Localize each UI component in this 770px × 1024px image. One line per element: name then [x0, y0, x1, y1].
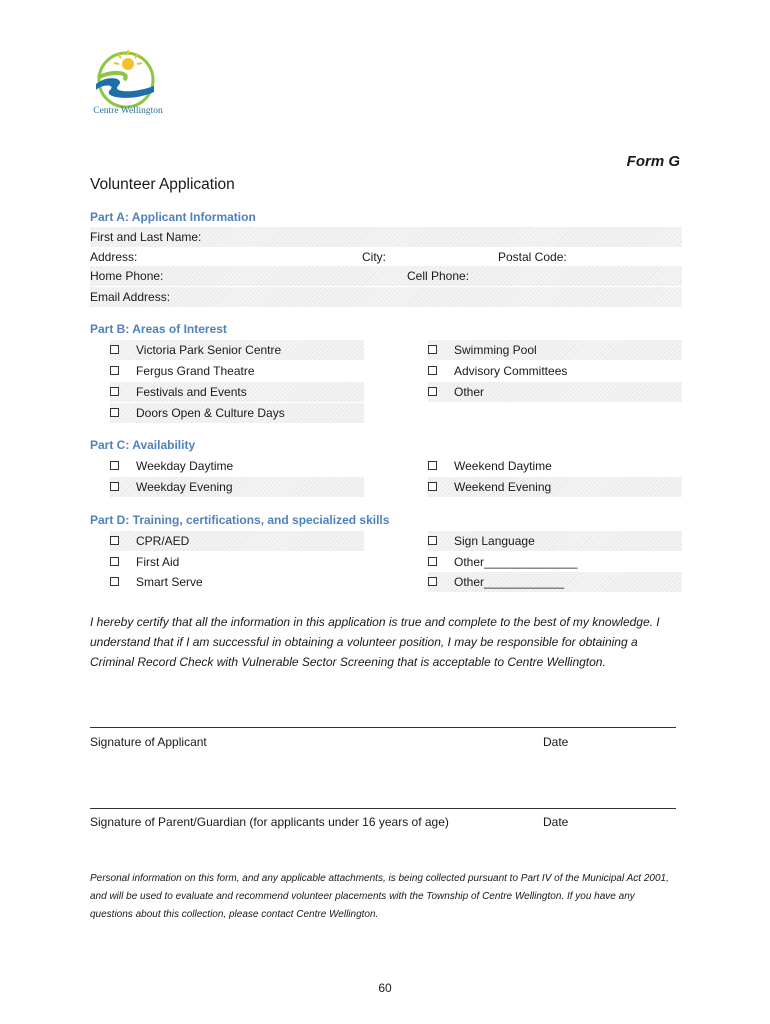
part-b-heading: Part B: Areas of Interest	[90, 322, 227, 336]
form-label: Form G	[626, 153, 680, 170]
home-phone-label: Home Phone:	[90, 269, 164, 283]
checkbox-icon	[110, 482, 119, 491]
checkbox-advisory[interactable]: Advisory Committees	[428, 361, 682, 381]
name-field[interactable]	[90, 227, 682, 247]
checkbox-icon	[110, 345, 119, 354]
address-row[interactable]	[90, 247, 682, 267]
checkbox-icon	[110, 536, 119, 545]
checkbox-festivals[interactable]: Festivals and Events	[110, 382, 364, 402]
checkbox-sign-language[interactable]: Sign Language	[428, 531, 682, 551]
part-d-heading: Part D: Training, certifications, and specialized skills	[90, 513, 390, 527]
checkbox-icon	[110, 461, 119, 470]
certification-statement: I hereby certify that all the information in this application is true and complete to the best of my knowledge. I understand that if I am successful in obtaining a volunteer position, I may be responsible for obtaining a Criminal Record Check with Vulnerable Sector Screening that is acceptable to Centre Wellington.	[90, 615, 660, 669]
address-label: Address:	[90, 250, 138, 264]
checkbox-swimming-pool[interactable]: Swimming Pool	[428, 340, 682, 360]
checkbox-weekend-evening[interactable]: Weekend Evening	[428, 477, 682, 497]
checkbox-smart-serve[interactable]: Smart Serve	[110, 572, 364, 592]
checkbox-icon	[110, 366, 119, 375]
checkbox-weekend-daytime[interactable]: Weekend Daytime	[428, 456, 682, 476]
postal-code-label: Postal Code:	[498, 250, 567, 264]
checkbox-first-aid[interactable]: First Aid	[110, 552, 364, 572]
email-label: Email Address:	[90, 290, 171, 304]
privacy-notice: Personal information on this form, and any applicable attachments, is being collected pursuant to Part IV of the Municipal Act 2001, and will be used to evaluate and recommend volunteer placements with the Township of Centre Wellington. If you have any questions about this collection, please contact Centre Wellington.	[90, 873, 669, 920]
checkbox-icon	[428, 387, 437, 396]
checkbox-icon	[110, 408, 119, 417]
parent-signature-label: Signature of Parent/Guardian (for applicants under 16 years of age)	[90, 815, 449, 829]
checkbox-icon	[110, 577, 119, 586]
checkbox-icon	[428, 366, 437, 375]
checkbox-icon	[428, 461, 437, 470]
checkbox-icon	[428, 557, 437, 566]
logo-text: Centre Wellington	[93, 106, 163, 116]
page-title: Volunteer Application	[90, 176, 235, 193]
part-a-heading: Part A: Applicant Information	[90, 210, 256, 224]
checkbox-fergus-theatre[interactable]: Fergus Grand Theatre	[110, 361, 364, 381]
checkbox-other-b[interactable]: Other	[428, 382, 682, 402]
checkbox-weekday-daytime[interactable]: Weekday Daytime	[110, 456, 364, 476]
checkbox-icon	[428, 482, 437, 491]
applicant-signature-line[interactable]	[90, 727, 676, 728]
cell-phone-label: Cell Phone:	[407, 269, 470, 283]
applicant-date-label: Date	[543, 735, 569, 749]
checkbox-icon	[428, 577, 437, 586]
checkbox-doors-open[interactable]: Doors Open & Culture Days	[110, 403, 364, 423]
page-number: 60	[378, 981, 392, 995]
checkbox-victoria-park[interactable]: Victoria Park Senior Centre	[110, 340, 364, 360]
phone-row[interactable]	[90, 266, 682, 286]
checkbox-icon	[428, 345, 437, 354]
checkbox-icon	[110, 387, 119, 396]
checkbox-weekday-evening[interactable]: Weekday Evening	[110, 477, 364, 497]
checkbox-other-d2[interactable]: Other____________	[428, 572, 682, 592]
applicant-signature-label: Signature of Applicant	[90, 735, 207, 749]
email-field[interactable]	[90, 287, 682, 307]
checkbox-icon	[428, 536, 437, 545]
city-label: City:	[362, 250, 386, 264]
parent-signature-line[interactable]	[90, 808, 676, 809]
checkbox-other-d1[interactable]: Other______________	[428, 552, 682, 572]
checkbox-icon	[110, 557, 119, 566]
part-c-heading: Part C: Availability	[90, 438, 196, 452]
checkbox-cpr-aed[interactable]: CPR/AED	[110, 531, 364, 551]
parent-date-label: Date	[543, 815, 569, 829]
name-label: First and Last Name:	[90, 230, 202, 244]
